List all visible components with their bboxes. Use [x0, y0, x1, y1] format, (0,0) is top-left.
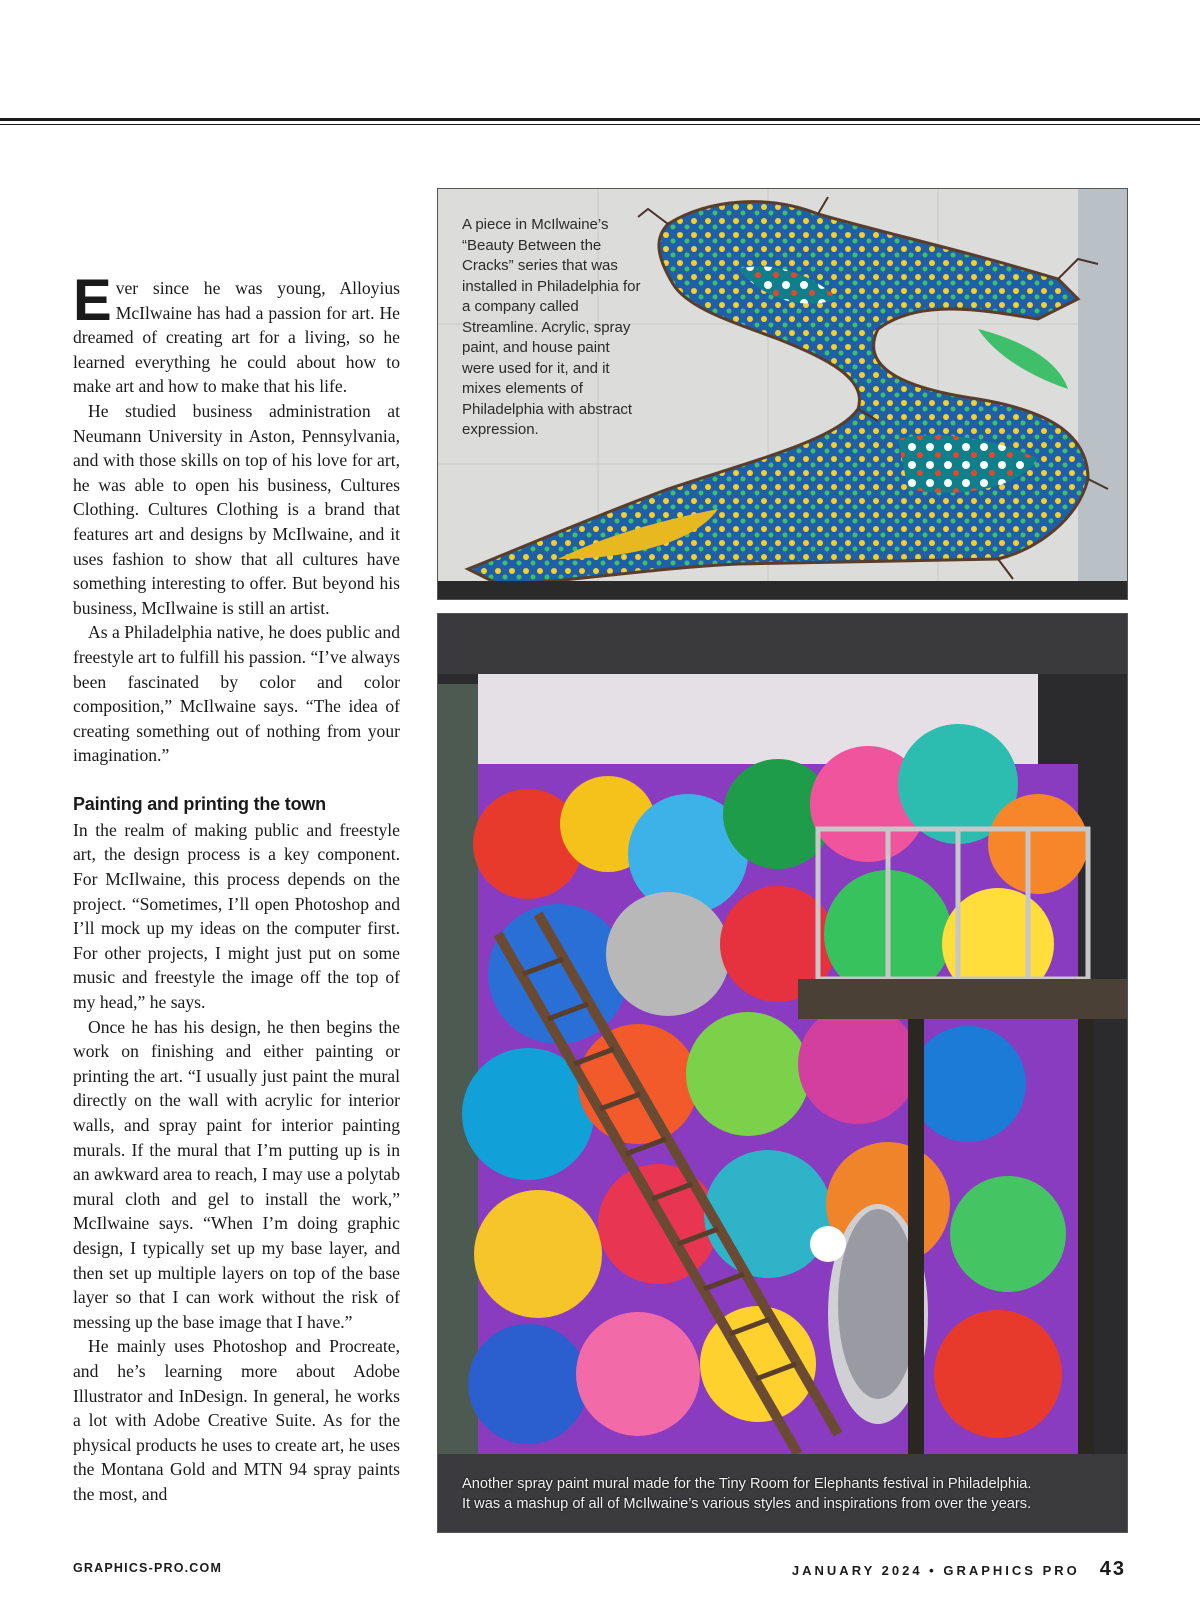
header-rule-thick: [0, 118, 1200, 121]
mural-photo-streamline: [437, 188, 1128, 600]
footer-issue: JANUARY 2024 • GRAPHICS PRO: [791, 1563, 1080, 1578]
article-paragraph-4: In the realm of making public and freestyle art, the design process is a key component. For McIlwaine, this process depends on the project. “Sometimes, I’ll open Photoshop and I’ll mock up my ideas on the computer first. For other projects, I might just put on some music and freestyle the image off the top of my head,” he says.: [73, 819, 400, 1013]
drop-cap: E: [73, 268, 112, 333]
article-paragraph-6: He mainly uses Photoshop and Procreate, and he’s learning more about Adobe Illustrator and InDesign. In general, he works a lot with Adobe Creative Suite. As for the physical products he uses to create art, he uses the Montana Gold and MTN 94 spray paints the most, and: [73, 1336, 400, 1504]
photo-caption-streamline: A piece in McIlwaine’s “Beauty Between the Cracks” series that was installed in Philadelphia for a company called Streamline. Acrylic, spray paint, and house paint were used for it, and it mixes elements of Philadelphia with abstract expression.: [462, 216, 641, 438]
photo-caption-tiny-room-line-2: It was a mashup of all of McIlwaine’s various styles and inspirations from over the years.: [462, 1496, 1032, 1512]
article-paragraph-2: He studied business administration at Neumann University in Aston, Pennsylvania, and with those skills on top of his love for art, he was able to open his business, Cultures Clothing. Cultures Clothing is a brand that features art and designs by McIlwaine, and it uses fashion to show that all cultures have something interesting to offer. But beyond his business, McIlwaine is still an artist.: [73, 400, 400, 618]
footer-issue-info: [792, 1558, 1126, 1581]
header-rule-thin: [0, 124, 1200, 125]
section-subhead: Painting and printing the town: [73, 793, 326, 814]
page-number: 43: [1099, 1558, 1126, 1580]
article-paragraph-3: As a Philadelphia native, he does public and freestyle art to fulfill his passion. “I’ve always been fascinated by color and color composition,” McIlwaine says. “The idea of creating something out of nothing from your imagination.”: [73, 622, 400, 766]
article-paragraph-1-text: ver since he was young, Alloyius McIlwaine has had a passion for art. He dreamed of creating art for a living, so he learned everything he could about how to make art and how to make that his life.: [73, 278, 400, 397]
photo-caption-tiny-room-line-1: Another spray paint mural made for the Tiny Room for Elephants festival in Philadelphia.: [462, 1476, 1032, 1492]
article-column: [73, 268, 400, 1507]
mural-photo-tiny-room: [437, 613, 1128, 1533]
photo-caption-tiny-room: [462, 1474, 1112, 1514]
article-paragraph-5: Once he has his design, he then begins the work on finishing and either painting or printing the art. “I usually just paint the mural directly on the wall with acrylic for interior walls, and spray paint for interior painting murals. If the mural that I’m putting up is in an awkward area to reach, I may use a polytab mural cloth and gel to install the work,” McIlwaine says. “When I’m doing graphic design, I typically set up my base layer, and then set up multiple layers on top of the base layer so that I can work without the risk of messing up the base image that I have.”: [73, 1016, 400, 1332]
mural-illustration-tiny-room: [438, 614, 1127, 1532]
footer-website: GRAPHICS-PRO.COM: [73, 1561, 223, 1575]
article-paragraph-1: [73, 268, 400, 399]
